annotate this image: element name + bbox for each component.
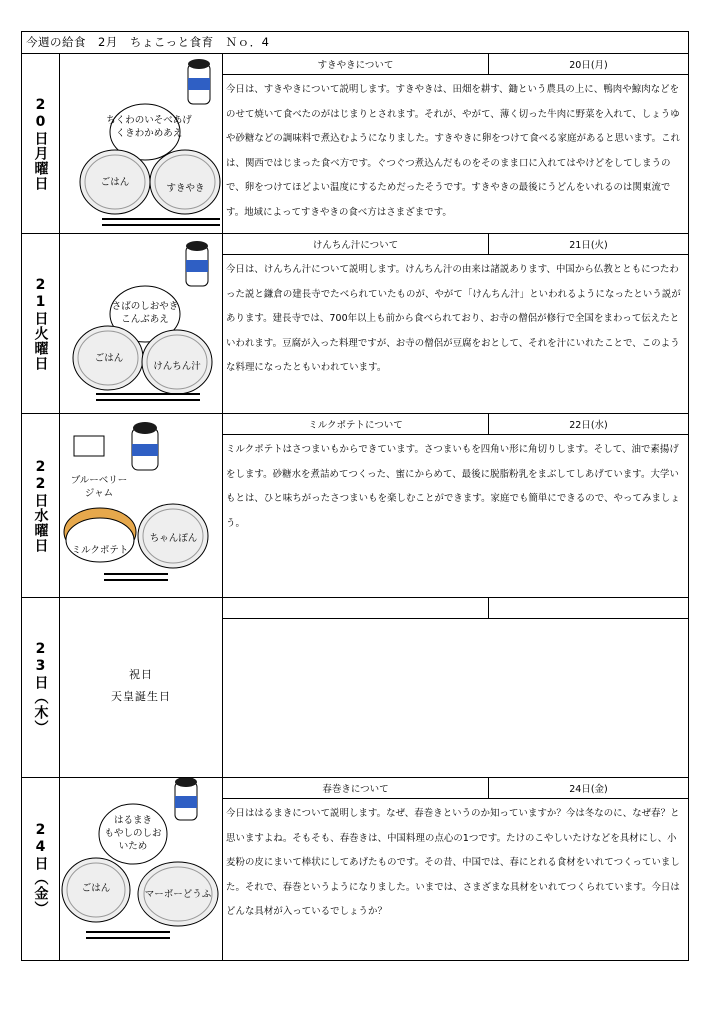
- tray-drawing: [60, 414, 223, 598]
- topic-date: [489, 598, 688, 618]
- menu-illustration: [60, 234, 223, 413]
- bowl-label-1: ごはん: [81, 883, 111, 894]
- side-dish-label: ちくわのいそべあげ くきわかめあえ: [106, 115, 192, 139]
- topic-body: 今日ははるまきについて説明します。なぜ、春巻きというのか知っていますか？今は冬なのに、なぜ春？と思いますよね。そもそも、春巻きは、中国料理の点心の1つです。たけのこやしいたけなどを具材にし、小麦粉の皮にまいて棒状にしてあげたものです。その昔、中国では、春にとれる食材をいれてつくっていました。それで、春巻というようになりました。いまでは、さまざまな具材をいれてつくられています。今日はどんな具材が入っているでしょうか？: [226, 808, 680, 917]
- day-label: 22日水曜日: [32, 458, 49, 553]
- topic-body: ミルクポテトはさつまいもからできています。さつまいもを四角い形に角切りします。そして、油で素揚げをします。砂糖水を煮詰めてつくった、蜜にからめて、最後に脱脂粉乳をまぶしてしあげています。大学いもとは、ひと味ちがったさつまいもを楽しむことができます。家庭でも簡単にできるので、やってみましょう。: [226, 444, 680, 529]
- side-dish-label: ブルーベリー ジャム: [70, 475, 128, 499]
- side-dish-label: はるまき もやしのしお いため: [104, 815, 162, 852]
- tray-drawing: [60, 54, 223, 234]
- explanation-cell: [223, 598, 688, 777]
- milk-bottle-icon: [186, 241, 208, 286]
- day-row-tue: [22, 234, 688, 414]
- bowl-label-2: ちゃんぽん: [149, 533, 198, 544]
- day-label: 24日（金）: [32, 822, 49, 916]
- menu-sheet: [21, 31, 689, 961]
- day-label: 20日月曜日: [32, 96, 49, 191]
- explanation-cell: [223, 54, 688, 233]
- explanation-cell: [223, 778, 688, 960]
- explanation-cell: [223, 234, 688, 413]
- menu-illustration: [60, 778, 223, 960]
- day-label: 21日火曜日: [32, 276, 49, 371]
- title-bar: [223, 414, 688, 435]
- topic-title: すきやきについて: [223, 54, 489, 74]
- side-dish-label: さばのしおやき こんぶあえ: [111, 301, 179, 325]
- topic-body: 今日は、すきやきについて説明します。すきやきは、田畑を耕す、鋤という農具の上に、鴨肉や鯨肉などをのせて焼いて食べたのがはじまりとされます。それが、やがて、薄く切った牛肉に野菜を入れて、しょうゆや砂糖などの調味料で煮込むようになりました。すきやきに卵をつけて食べる家庭があると思います。これは、関西ではじまった食べ方です。ぐつぐつ煮込んだものをそのまま口に入れてはやけどをしてしまうので、卵をつけてほどよい温度にするためだったそうです。すきやきの最後にうどんをいれるのは関東流です。地域によってすきやきの食べ方はさまざまです。: [226, 84, 681, 218]
- topic-title: 春巻きについて: [223, 778, 489, 798]
- topic-date: 21日(火): [569, 240, 608, 251]
- explanation-cell: [223, 414, 688, 597]
- topic-title: [223, 598, 489, 618]
- day-label-cell: [22, 54, 60, 233]
- holiday-label: 祝日: [129, 668, 153, 681]
- bowl-label-2: すきやき: [166, 183, 205, 194]
- milk-bottle-icon: [175, 778, 197, 820]
- title-bar: [223, 598, 688, 619]
- day-label: 23日（木）: [32, 640, 49, 735]
- bowl-label-1: ごはん: [94, 353, 124, 364]
- day-label-cell: [22, 234, 60, 413]
- title-bar: [223, 778, 688, 799]
- topic-title: ミルクポテトについて: [223, 414, 489, 434]
- day-row-mon: [22, 54, 688, 234]
- bowl-label-1: ごはん: [100, 177, 130, 188]
- menu-illustration: [60, 414, 223, 597]
- day-row-thu: [22, 598, 688, 778]
- day-row-fri: [22, 778, 688, 960]
- tray-drawing: [60, 778, 223, 960]
- topic-date: 20日(月): [569, 60, 608, 71]
- day-label-cell: [22, 778, 60, 960]
- milk-bottle-icon: [188, 59, 210, 104]
- day-label-cell: [22, 414, 60, 597]
- title-bar: [223, 54, 688, 75]
- page-header: 今週の給食 2月 ちょこっと食育 Ｎｏ．4: [22, 32, 688, 54]
- bowl-label-1: ミルクポテト: [71, 545, 129, 556]
- menu-illustration: [60, 54, 223, 233]
- milk-bottle-icon: [132, 422, 158, 470]
- cup-icon: [74, 436, 104, 456]
- bowl-label-2: けんちん汁: [153, 361, 201, 372]
- topic-date: 22日(水): [569, 420, 608, 431]
- holiday-name: 天皇誕生日: [111, 690, 171, 703]
- title-bar: [223, 234, 688, 255]
- day-row-wed: [22, 414, 688, 598]
- holiday-cell: [60, 598, 223, 777]
- topic-title: けんちん汁について: [223, 234, 489, 254]
- topic-body: 今日は、けんちん汁について説明します。けんちん汁の由来は諸説あります、中国から仏教とともにつたわった説と鎌倉の建長寺でたべられていたものが、やがて「けんちん汁」といわれるようになったという説があります。建長寺では、700年以上も前から食べられており、お寺の僧侶が修行で全国をまわって伝えたといわれます。豆腐が入った料理ですが、お寺の僧侶が豆腐をおとして、それを汁にいれたことで、このような料理になったともいわれています。: [226, 264, 681, 373]
- bowl-label-2: マーボーどうふ: [144, 889, 212, 900]
- day-label-cell: [22, 598, 60, 777]
- topic-date: 24日(金): [569, 784, 608, 795]
